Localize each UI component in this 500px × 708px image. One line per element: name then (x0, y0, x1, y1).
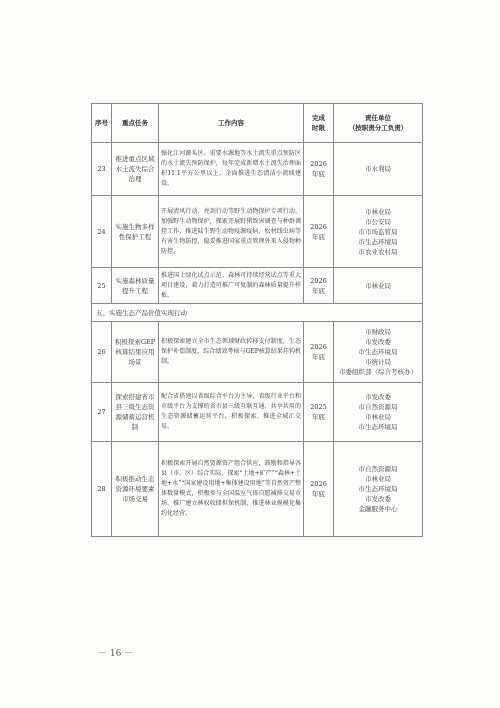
responsible-unit: 市统计局 (365, 358, 391, 366)
responsible-unit: 市自然资源局 (358, 465, 398, 473)
deadline-line: 2026 (310, 480, 327, 488)
table-row (92, 442, 423, 537)
header-unit-line: （按职责分工负责） (348, 124, 408, 132)
content-cell: 开展清风行动、亮剑行动等野生动物保护专项行动，加强野生动物保护，探索开展野猪致害调查与种群调控工作，推进陆生野生动物疫源疫病、松材线虫病等有害生物防控，稳妥推进国家重点管理外来入侵物种防控。 (159, 196, 304, 268)
table-row (92, 383, 423, 442)
table-row (92, 322, 423, 383)
header-unit-line: 责任单位 (365, 114, 391, 122)
task-cell: 积极推动生态资源环境要素市场交易 (112, 442, 159, 537)
content-cell: 推进国土绿化试点示范、森林可持续经营试点等重大项目建设，着力打造可推广可复制的森林质量提升样板。 (159, 268, 304, 304)
deadline-line: 2026 (310, 160, 327, 168)
responsible-unit: 市农业农村局 (358, 247, 398, 256)
task-cell: 积极探索GEP核算结果应用场景 (112, 322, 159, 383)
responsible-unit: 市生态环境局 (358, 423, 398, 431)
responsible-unit-cell (334, 196, 423, 268)
deadline-line: 2026 (310, 222, 327, 231)
deadline-line: 年底 (312, 170, 325, 178)
header-unit (334, 104, 423, 143)
section-heading: 五、实施生态产品价值实现行动 (92, 304, 423, 322)
header-deadline (304, 104, 334, 143)
task-cell: 探索搭建省市县三级生态资源储蓄运营机制 (112, 383, 159, 442)
responsible-unit-cell (334, 143, 423, 196)
responsible-unit-cell (334, 268, 423, 304)
num-cell: 28 (92, 442, 112, 537)
content-cell: 积极探索建立全市生态领域财政转移支付制度，生态保护补偿制度，综合绩效考核与GEP核算结果挂钩机制。 (159, 322, 304, 383)
responsible-unit: 市委组织部（综合考核办） (339, 368, 417, 376)
task-cell: 实施生物多样性保护工程 (112, 196, 159, 268)
content-cell: 积极探索开展自然资源资产组合供应，鼓励和指导各县（市、区）综合实际，探索“土地+矿产”“森林+土地+水”“国家建设用地+集体建设用地”等自然资产整体数量模式，积极参与全国温室气体自愿减排交易市场，推广建立林权收储担保机制，推进林业规模化集约化经营。 (159, 442, 304, 537)
header-task: 重点任务 (112, 104, 159, 143)
num-cell: 25 (92, 268, 112, 304)
deadline-cell (304, 196, 334, 268)
deadline-line: 2025 (310, 403, 327, 411)
deadline-cell (304, 268, 334, 304)
num-cell: 23 (92, 143, 112, 196)
responsible-unit: 市林业局 (365, 281, 391, 290)
content-cell: 强化江河源头区、重要水源地等水土流失重点预防区的水土流失预防保护，每年完成新增水土流失治理面积11.1平方公里以上，全面推进生态清洁小流域建设。 (159, 143, 304, 196)
responsible-unit: 市自然资源局 (358, 403, 398, 411)
task-cell: 实施森林质量提升工程 (112, 268, 159, 304)
table-row (92, 196, 423, 268)
responsible-unit: 市生态环境局 (358, 485, 398, 493)
deadline-cell (304, 143, 334, 196)
responsible-unit: 市财政局 (365, 328, 391, 336)
num-cell: 24 (92, 196, 112, 268)
deadline-line: 年底 (312, 413, 325, 421)
num-cell: 26 (92, 322, 112, 383)
num-cell: 27 (92, 383, 112, 442)
responsible-unit: 市林业局 (365, 413, 391, 421)
responsible-unit: 市生态环境局 (358, 348, 398, 356)
responsible-unit: 市水利局 (365, 165, 391, 173)
table-row (92, 268, 423, 304)
deadline-line: 年底 (312, 232, 325, 241)
header-deadline-line: 时限 (312, 124, 325, 132)
responsible-unit: 市林业局 (365, 475, 391, 483)
responsible-unit: 金融服务中心 (358, 505, 398, 513)
content-cell: 配合省搭建以省级综合平台为主导，省级行业平台和市级平台为支撑的省市县三级互联互通，共享共用的生态资源储蓄运营平台，积极探索、推进全域汇交易。 (159, 383, 304, 442)
deadline-line: 2026 (310, 343, 327, 351)
responsible-unit: 市公安局 (365, 217, 391, 226)
deadline-cell (304, 442, 334, 537)
table-row (92, 143, 423, 196)
header-num: 序号 (92, 104, 112, 143)
responsible-unit-cell (334, 322, 423, 383)
deadline-line: 2026 (310, 276, 327, 285)
deadline-line: 年底 (312, 490, 325, 498)
task-cell: 推进重点区域水土流失综合治理 (112, 143, 159, 196)
header-content: 工作内容 (159, 104, 304, 143)
responsible-unit: 市发改委 (365, 495, 391, 503)
deadline-cell (304, 383, 334, 442)
table-header-row (92, 104, 423, 143)
section-row (92, 304, 423, 322)
responsible-unit: 市林业局 (365, 207, 391, 216)
responsible-unit-cell (334, 383, 423, 442)
responsible-unit: 市发改委 (365, 393, 391, 401)
deadline-line: 年底 (312, 353, 325, 361)
responsible-unit-cell (334, 442, 423, 537)
page-number: － 16 － (98, 649, 134, 659)
task-table (91, 103, 423, 537)
deadline-line: 年底 (312, 286, 325, 295)
responsible-unit: 市市场监管局 (358, 227, 398, 236)
deadline-cell (304, 322, 334, 383)
responsible-unit: 市生态环境局 (358, 237, 398, 246)
header-deadline-line: 完成 (312, 114, 325, 122)
responsible-unit: 市发改委 (365, 338, 391, 346)
